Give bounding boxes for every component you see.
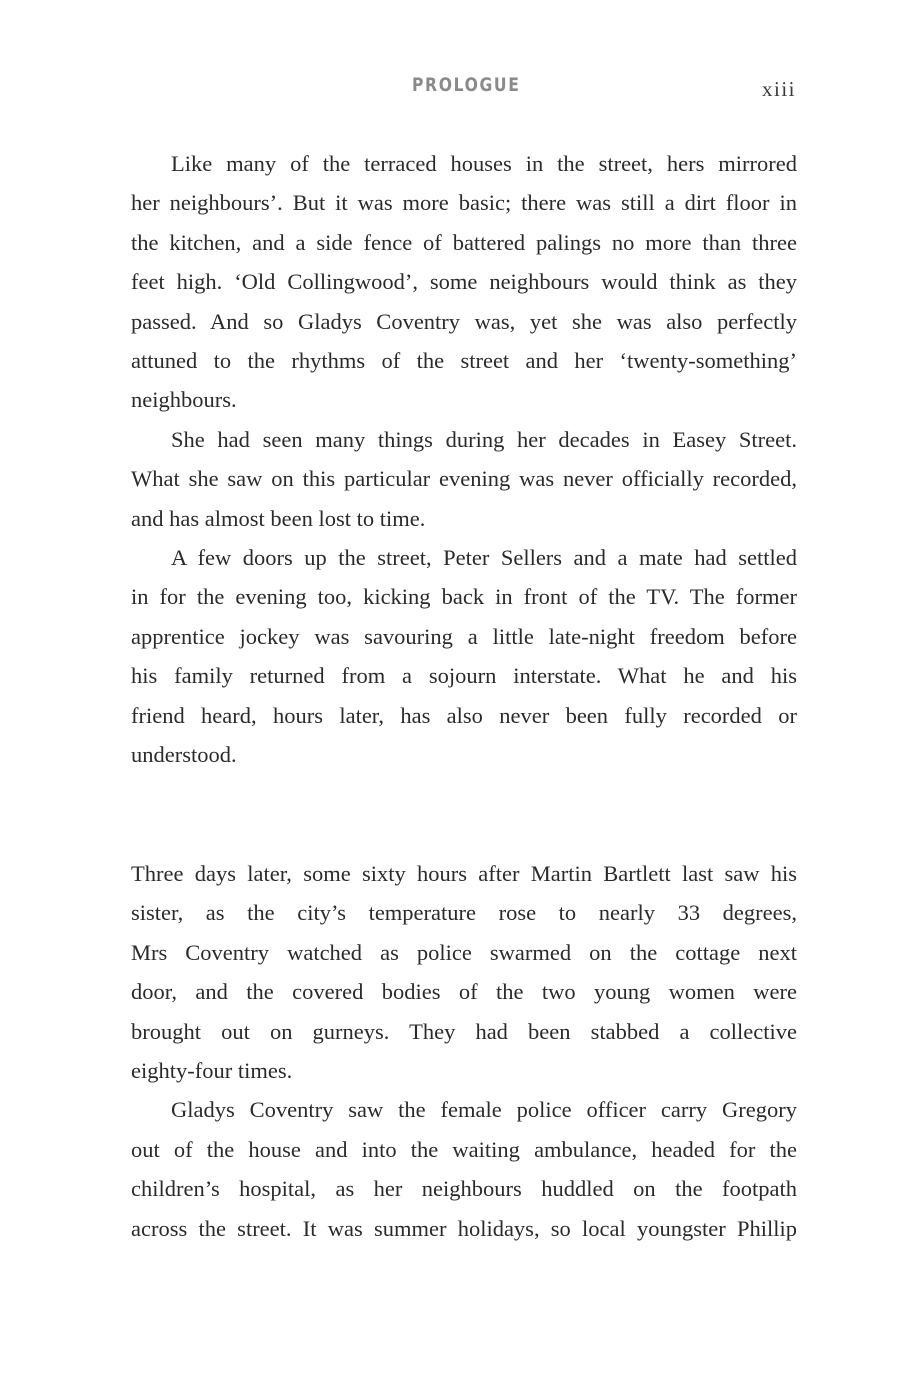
text-line: Like many of the terraced houses in the street, hers mirrored <box>171 151 797 176</box>
text-line: in for the evening too, kicking back in front of the TV. The former <box>131 584 797 610</box>
chapter-title: PROLOGUE <box>412 74 521 96</box>
text-line: neighbours. <box>131 387 237 413</box>
text-line: and has almost been lost to time. <box>131 505 426 531</box>
paragraph <box>131 1090 797 1248</box>
text-line: out of the house and into the waiting ambulance, headed for the <box>131 1136 797 1162</box>
text-line: sister, as the city’s temperature rose to nearly 33 degrees, <box>131 900 797 926</box>
text-line: door, and the covered bodies of the two young women were <box>131 979 797 1005</box>
text-line: the kitchen, and a side fence of battered palings no more than three <box>131 229 797 255</box>
text-line: understood. <box>131 742 237 768</box>
text-line: across the street. It was summer holidays, so local youngster Phillip <box>131 1215 797 1241</box>
text-line: his family returned from a sojourn interstate. What he and his <box>131 663 797 689</box>
text-line: She had seen many things during her decades in Easey Street. <box>171 426 797 452</box>
text-line: What she saw on this particular evening was never officially recorded, <box>131 466 797 492</box>
text-line: apprentice jockey was savouring a little late-night freedom before <box>131 623 797 649</box>
paragraph <box>131 420 797 538</box>
text-line: Three days later, some sixty hours after Martin Bartlett last saw his <box>131 861 797 886</box>
text-line: attuned to the rhythms of the street and her ‘twenty-something’ <box>131 348 797 374</box>
body-text-section-one <box>131 144 797 775</box>
text-line: eighty-four times. <box>131 1058 293 1084</box>
text-line: her neighbours’. But it was more basic; there was still a dirt floor in <box>131 190 797 216</box>
text-line: passed. And so Gladys Coventry was, yet she was also perfectly <box>131 308 797 334</box>
paragraph <box>131 144 797 420</box>
text-line: friend heard, hours later, has also never been fully recorded or <box>131 702 797 728</box>
body-text-section-two <box>131 854 797 1248</box>
running-head <box>0 74 900 104</box>
paragraph <box>131 854 797 1090</box>
text-line: Gladys Coventry saw the female police officer carry Gregory <box>171 1097 797 1123</box>
text-line: brought out on gurneys. They had been stabbed a collective <box>131 1018 797 1044</box>
text-line: A few doors up the street, Peter Sellers and a mate had settled <box>171 545 797 571</box>
text-line: Mrs Coventry watched as police swarmed on the cottage next <box>131 939 797 965</box>
paragraph <box>131 538 797 774</box>
page-number: xiii <box>761 77 796 101</box>
text-line: feet high. ‘Old Collingwood’, some neighbours would think as they <box>131 269 797 295</box>
text-line: children’s hospital, as her neighbours huddled on the footpath <box>131 1176 797 1202</box>
